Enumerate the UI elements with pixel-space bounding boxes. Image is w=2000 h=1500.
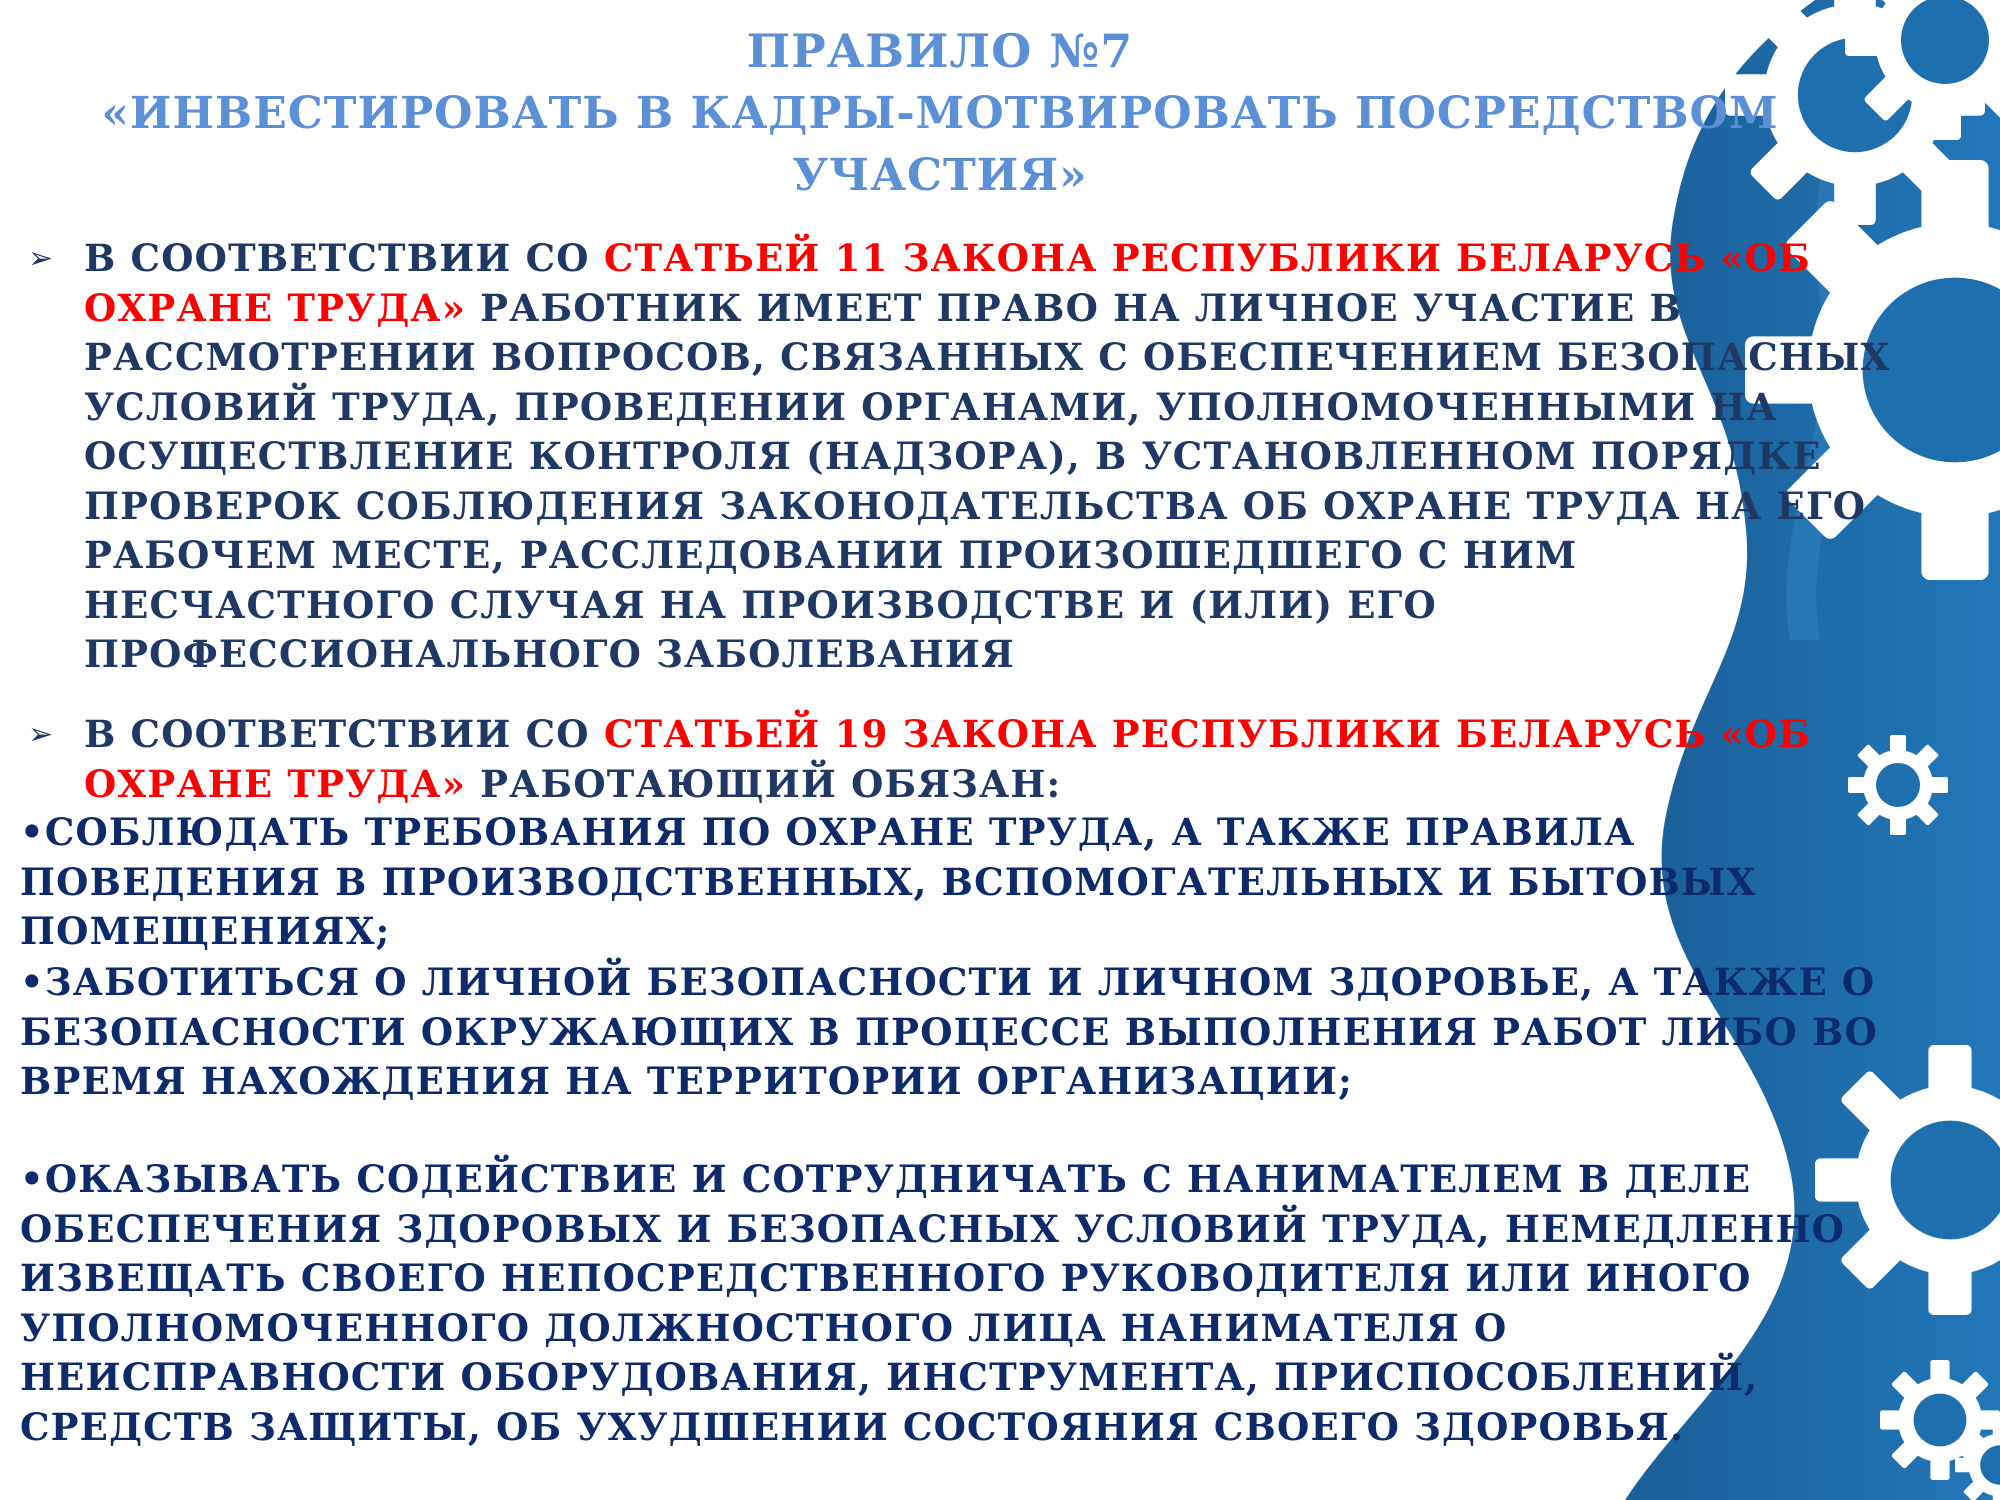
bullet-article-19 (28, 710, 1928, 809)
bullet-body: РАБОТАЮЩИЙ ОБЯЗАН: (466, 761, 1062, 806)
bullet-body: РАБОТНИК ИМЕЕТ ПРАВО НА ЛИЧНОЕ УЧАСТИЕ В РАССМОТРЕНИИ ВОПРОСОВ, СВЯЗАННЫХ С ОБЕСПЕЧЕНИЕМ БЕЗОПАСНЫХ УСЛОВИЙ ТРУДА, ПРОВЕДЕНИИ ОРГАНАМИ, УПОЛНОМОЧЕННЫМИ НА ОСУЩЕСТВЛЕНИЕ КОНТРОЛЯ (НАДЗОРА), В УСТАНОВЛЕННОМ ПОРЯДКЕ ПРОВЕРОК СОБЛЮДЕНИЯ ЗАКОНОДАТЕЛЬСТВА ОБ ОХРАНЕ ТРУДА НА ЕГО РАБОЧЕМ МЕСТЕ, РАССЛЕДОВАНИИ ПРОИЗОШЕДШЕГО С НИМ НЕСЧАСТНОГО СЛУЧАЯ НА ПРОИЗВОДСТВЕ И (ИЛИ) ЕГО ПРОФЕССИОНАЛЬНОГО ЗАБОЛЕВАНИЯ (84, 285, 1891, 676)
arrow-bullet-icon: ➢ (28, 717, 55, 752)
bullet-text (84, 710, 1928, 809)
bullet-prefix: В СООТВЕТСТВИИ СО (84, 236, 604, 280)
duty-item: •ЗАБОТИТЬСЯ О ЛИЧНОЙ БЕЗОПАСНОСТИ И ЛИЧНОМ ЗДОРОВЬЕ, А ТАКЖЕ О БЕЗОПАСНОСТИ ОКРУЖАЮЩИХ В ПРОЦЕССЕ ВЫПОЛНЕНИЯ РАБОТ ЛИБО ВО ВРЕМЯ НАХОЖДЕНИЯ НА ТЕРРИТОРИИ ОРГАНИЗАЦИИ; (20, 960, 1878, 1103)
bullet-article-11 (28, 234, 1928, 680)
slide-subtitle-line2: УЧАСТИЯ» (792, 150, 1088, 201)
duty-item: •ОКАЗЫВАТЬ СОДЕЙСТВИЕ И СОТРУДНИЧАТЬ С НАНИМАТЕЛЕМ В ДЕЛЕ ОБЕСПЕЧЕНИЯ ЗДОРОВЫХ И БЕЗОПАСНЫХ УСЛОВИЙ ТРУДА, НЕМЕДЛЕННО ИЗВЕЩАТЬ СВОЕГО НЕПОСРЕДСТВЕННОГО РУКОВОДИТЕЛЯ ИЛИ ИНОГО УПОЛНОМОЧЕННОГО ДОЛЖНОСТНОГО ЛИЦА НАНИМАТЕЛЯ О НЕИСПРАВНОСТИ ОБОРУДОВАНИЯ, ИНСТРУМЕНТА, ПРИСПОСОБЛЕНИЙ, СРЕДСТВ ЗАЩИТЫ, ОБ УХУДШЕНИИ СОСТОЯНИЯ СВОЕГО ЗДОРОВЬЯ. (20, 1157, 1846, 1449)
slide-title: ПРАВИЛО №7 (746, 24, 1134, 78)
law-reference: СТАТЬЕЙ 11 ЗАКОНА РЕСПУБЛИКИ БЕЛАРУСЬ «ОБ ОХРАНЕ ТРУДА» (84, 236, 1811, 330)
bullet-text (84, 234, 1928, 680)
arrow-bullet-icon: ➢ (28, 241, 55, 276)
duty-item: •СОБЛЮДАТЬ ТРЕБОВАНИЯ ПО ОХРАНЕ ТРУДА, А ТАКЖЕ ПРАВИЛА ПОВЕДЕНИЯ В ПРОИЗВОДСТВЕННЫХ, ВСПОМОГАТЕЛЬНЫХ И БЫТОВЫХ ПОМЕЩЕНИЯХ; (20, 810, 1757, 953)
law-reference: СТАТЬЕЙ 19 ЗАКОНА РЕСПУБЛИКИ БЕЛАРУСЬ «ОБ ОХРАНЕ ТРУДА» (84, 712, 1811, 806)
bullet-prefix: В СООТВЕТСТВИИ СО (84, 712, 604, 756)
slide-subtitle-line1: «ИНВЕСТИРОВАТЬ В КАДРЫ-МОТВИРОВАТЬ ПОСРЕДСТВОМ (101, 88, 1779, 139)
